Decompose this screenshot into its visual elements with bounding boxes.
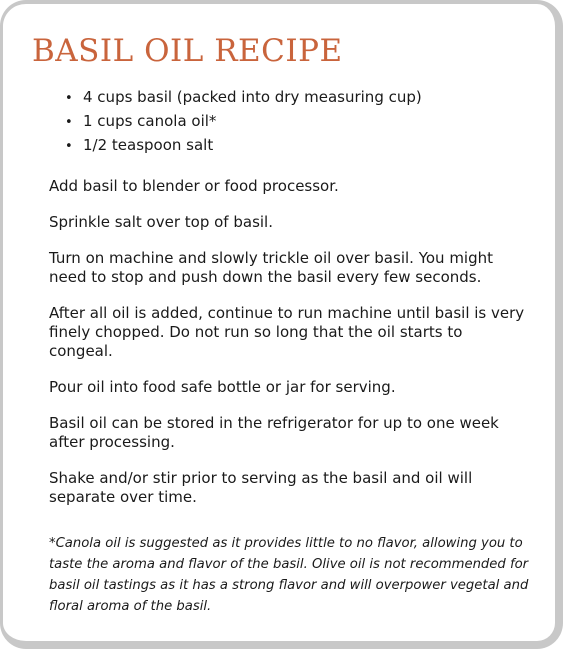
instruction-steps [49,177,529,524]
bullet-icon: • [65,139,73,154]
bullet-icon: • [65,115,73,130]
recipe-card [17,17,545,633]
step-paragraph: Add basil to blender or food processor. [49,177,339,195]
footnote [49,533,539,617]
step-paragraph: After all oil is added, continue to run machine until basil is very finely chopped. Do not run so long that the oil starts to congeal. [49,304,525,360]
step-paragraph: Shake and/or stir prior to serving as the basil and oil will separate over time. [49,469,473,506]
ingredient-item [65,133,422,157]
ingredient-text: 4 cups basil (packed into dry measuring cup) [83,88,422,106]
ingredient-item [65,85,422,109]
ingredient-list [65,85,422,157]
step-paragraph: Basil oil can be stored in the refrigerator for up to one week after processing. [49,414,499,451]
ingredient-item [65,109,422,133]
recipe-title: BASIL OIL RECIPE [32,33,343,69]
step-paragraph: Sprinkle salt over top of basil. [49,213,273,231]
step-paragraph: Pour oil into food safe bottle or jar for serving. [49,378,396,396]
step-paragraph: Turn on machine and slowly trickle oil over basil. You might need to stop and push down the basil every few seconds. [49,249,494,286]
bullet-icon: • [65,91,73,106]
ingredient-text: 1 cups canola oil* [83,112,217,130]
footnote-text: *Canola oil is suggested as it provides little to no flavor, allowing you to taste the aroma and flavor of the basil. Olive oil is not recommended for basil oil tastings as it has a strong flavor and will overpower vegetal and floral aroma of the basil. [49,536,529,614]
ingredient-text: 1/2 teaspoon salt [83,136,214,154]
